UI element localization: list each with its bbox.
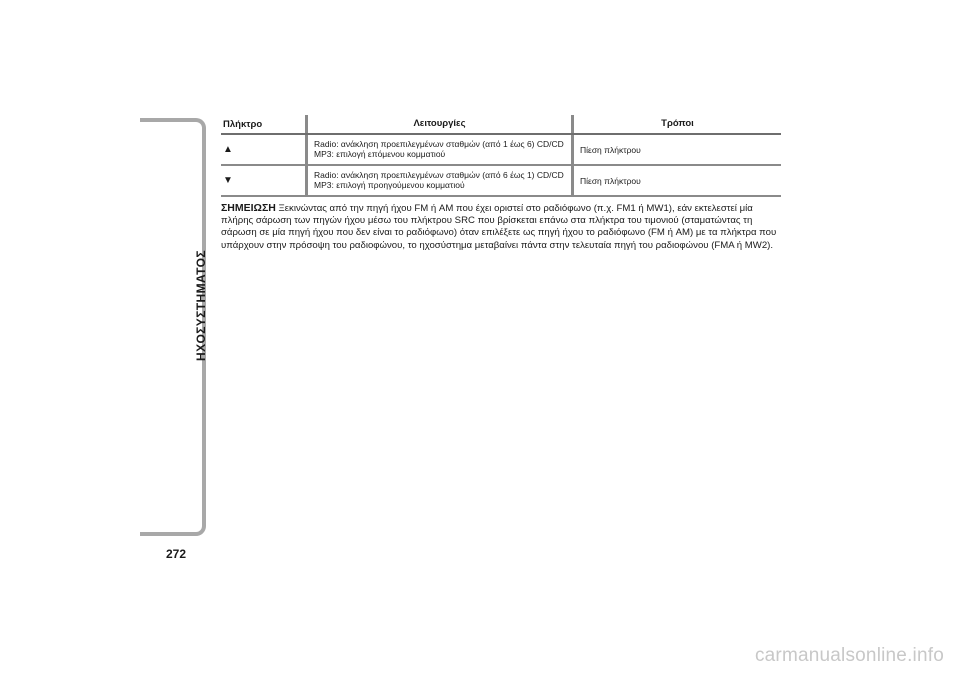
mode-cell: Πίεση πλήκτρου	[571, 166, 781, 195]
table-row	[221, 166, 781, 197]
table-row	[221, 135, 781, 166]
note-paragraph	[221, 202, 787, 252]
mode-cell: Πίεση πλήκτρου	[571, 135, 781, 164]
note-label: ΣΗΜΕΙΩΣΗ	[221, 202, 276, 214]
note-text: Ξεκινώντας από την πηγή ήχου FM ή AM που έχει οριστεί στο ραδιόφωνο (π.χ. FM1 ή MW1), εάν εκτελεστεί μία πλήρης σάρωση των πηγών ήχου μέσω του πλήκτρου SRC που βρίσκεται επάνω στα πλήκτρα του τιμονιού (σταματώντας τη σάρωση σε μία πηγή ήχου που δεν είναι το ραδιόφωνο) όταν επιλέξετε ως πηγή ήχου το ραδιόφωνο (FM ή AM) με τα πλήκτρα που υπάρχουν στην πρόσοψη του ραδιοφώνου, το ηχοσύστημα μεταβαίνει πάντα στην τελευταία πηγή του ραδιοφώνου (FMA ή MW2).	[221, 203, 777, 251]
header-mode: Τρόποι	[571, 115, 781, 133]
function-cell: Radio: ανάκληση προεπιλεγμένων σταθμών (από 1 έως 6) CD/CD MP3: επιλογή επόμενου κομματιού	[305, 135, 571, 164]
key-cell	[221, 135, 305, 164]
up-triangle-icon: ▲	[223, 143, 233, 155]
header-key: Πλήκτρο	[223, 118, 263, 130]
function-cell: Radio: ανάκληση προεπιλεγμένων σταθμών (από 6 έως 1) CD/CD MP3: επιλογή προηγούμενου κομματιού	[305, 166, 571, 195]
side-tab-title: ΗΧΟΣΥΣΤΗΜΑΤΟΣ	[194, 250, 208, 361]
key-cell	[221, 166, 305, 195]
down-triangle-icon: ▼	[223, 174, 233, 186]
watermark: carmanualsonline.info	[754, 645, 944, 666]
page-number: 272	[165, 547, 187, 561]
header-functions: Λειτουργίες	[305, 115, 571, 133]
table-header	[221, 115, 781, 135]
controls-table	[221, 115, 781, 197]
